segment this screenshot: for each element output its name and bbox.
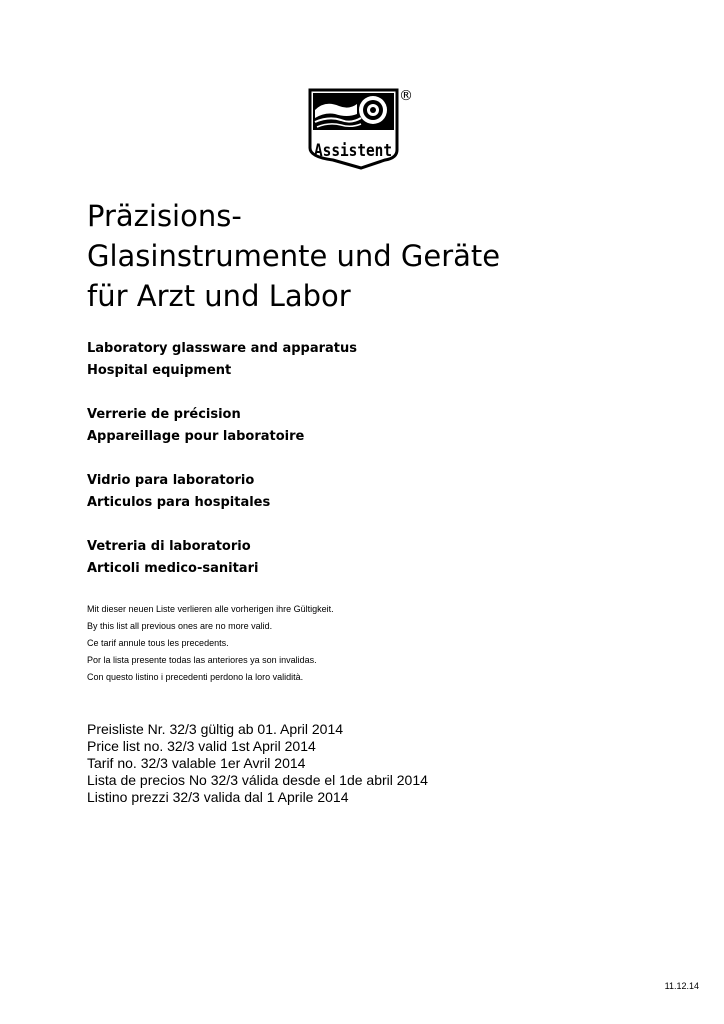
price-line: Lista de precios No 32/3 válida desde el 1de abril 2014 — [87, 772, 428, 788]
validity-note: Mit dieser neuen Liste verlieren alle vorherigen ihre Gültigkeit. — [87, 604, 334, 614]
category-group-spanish — [87, 470, 687, 514]
price-line: Preisliste Nr. 32/3 gültig ab 01. April 2014 — [87, 721, 344, 737]
category-line: Articoli medico-sanitari — [87, 561, 259, 576]
category-group-english — [87, 338, 687, 382]
category-group-french — [87, 404, 687, 448]
title-line: für Arzt und Labor — [87, 279, 351, 313]
price-line: Tarif no. 32/3 valable 1er Avril 2014 — [87, 755, 306, 771]
validity-note: Por la lista presente todas las anteriores ya son invalidas. — [87, 655, 317, 665]
footer-date: 11.12.14 — [664, 981, 699, 991]
title-line: Präzisions- — [87, 199, 242, 233]
category-line: Vetreria di laboratorio — [87, 539, 251, 554]
validity-note: Con questo listino i precedenti perdono la loro validità. — [87, 672, 304, 682]
product-categories — [87, 338, 687, 602]
price-line: Listino prezzi 32/3 valida dal 1 Aprile 2014 — [87, 789, 349, 805]
category-line: Appareillage pour laboratoire — [87, 429, 305, 444]
document-title — [87, 196, 687, 316]
logo-brand-text: Assistent — [314, 141, 392, 161]
validity-note: Ce tarif annule tous les precedents. — [87, 638, 229, 648]
category-line: Laboratory glassware and apparatus — [87, 341, 357, 356]
title-line: Glasinstrumente und Geräte — [87, 239, 501, 273]
category-line: Articulos para hospitales — [87, 495, 271, 510]
category-line: Vidrio para laboratorio — [87, 473, 255, 488]
registered-mark: ® — [399, 88, 413, 104]
price-line: Price list no. 32/3 valid 1st April 2014 — [87, 738, 316, 754]
validity-note: By this list all previous ones are no more valid. — [87, 621, 273, 631]
assistent-logo — [305, 84, 417, 170]
price-list-info — [87, 721, 687, 806]
category-line: Verrerie de précision — [87, 407, 241, 422]
category-group-italian — [87, 536, 687, 580]
validity-notes — [87, 601, 687, 686]
category-line: Hospital equipment — [87, 363, 232, 378]
